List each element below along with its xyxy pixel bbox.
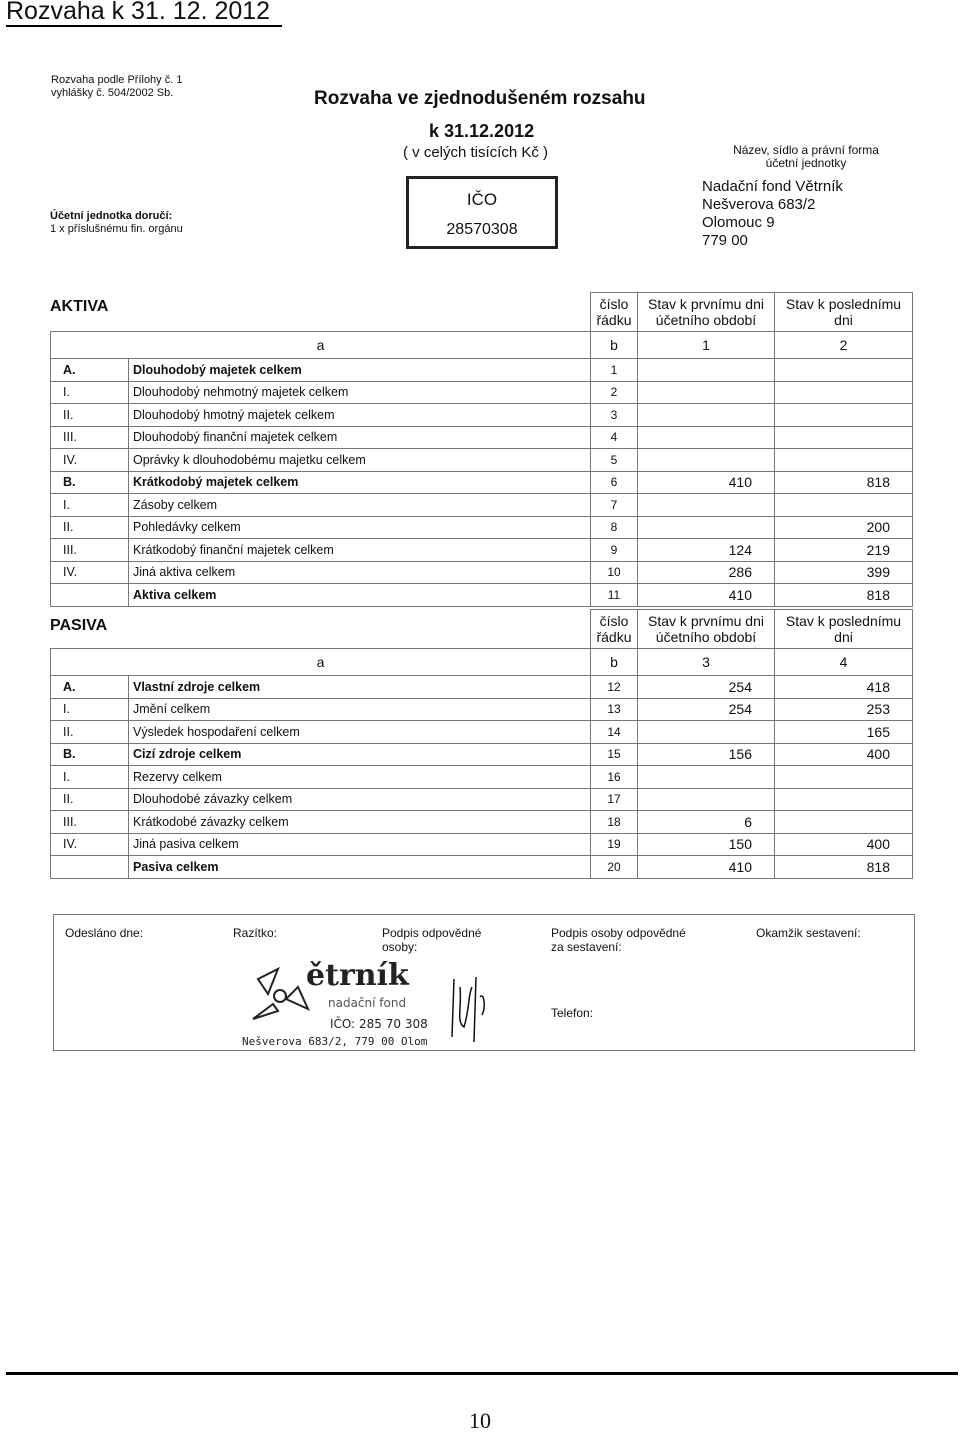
- pasiva-col-last: Stav k poslednímu dni: [775, 610, 913, 649]
- pasiva-col-first: Stav k prvnímu dni účetního období: [638, 610, 775, 649]
- aktiva-heading: AKTIVA: [50, 298, 109, 315]
- row-code: [51, 856, 129, 879]
- moment-label: Okamžik sestavení:: [756, 926, 861, 940]
- pasiva-row: [51, 811, 913, 834]
- row-number: 17: [591, 788, 638, 811]
- ico-box: [406, 176, 558, 249]
- aktiva-row: [51, 471, 913, 494]
- aktiva-row: [51, 539, 913, 562]
- svg-text:Nešverova 683/2, 779 00 Olomou: Nešverova 683/2, 779 00 Olomouc: [242, 1035, 428, 1047]
- entity-caption-line-2: účetní jednotky: [765, 156, 847, 170]
- row-label: Aktiva celkem: [129, 584, 591, 607]
- value-first-day: 6: [638, 811, 775, 834]
- aktiva-row: [51, 584, 913, 607]
- row-number: 14: [591, 721, 638, 744]
- row-label: Oprávky k dlouhodobému majetku celkem: [129, 449, 591, 472]
- row-code: A.: [51, 359, 129, 382]
- row-number: 18: [591, 811, 638, 834]
- row-number: 4: [591, 426, 638, 449]
- delivery-label: Účetní jednotka doručí:: [50, 210, 173, 222]
- units-note: ( v celých tisících Kč ): [403, 144, 549, 161]
- row-number: 10: [591, 561, 638, 584]
- value-first-day: 410: [638, 471, 775, 494]
- row-label: Jiná pasiva celkem: [129, 833, 591, 856]
- value-first-day: 150: [638, 833, 775, 856]
- row-label: Výsledek hospodaření celkem: [129, 721, 591, 744]
- row-label: Dlouhodobý majetek celkem: [129, 359, 591, 382]
- value-last-day: [775, 404, 913, 427]
- row-code: I.: [51, 766, 129, 789]
- value-last-day: 253: [775, 698, 913, 721]
- row-code: III.: [51, 811, 129, 834]
- pasiva-rows: [51, 676, 913, 879]
- title-underline: [6, 25, 282, 27]
- entity-name: Nadační fond Větrník: [702, 178, 843, 195]
- row-code: [51, 584, 129, 607]
- row-label: Dlouhodobý hmotný majetek celkem: [129, 404, 591, 427]
- delivery-value: 1 x příslušnému fin. orgánu: [50, 223, 183, 235]
- value-first-day: 156: [638, 743, 775, 766]
- svg-text:nadační fond: nadační fond: [328, 996, 407, 1010]
- aktiva-header-row: [51, 293, 913, 332]
- aktiva-row: [51, 359, 913, 382]
- value-first-day: [638, 381, 775, 404]
- pasiva-row: [51, 743, 913, 766]
- aktiva-row: [51, 404, 913, 427]
- row-code: II.: [51, 721, 129, 744]
- row-code: IV.: [51, 833, 129, 856]
- value-last-day: 400: [775, 833, 913, 856]
- document-title: Rozvaha ve zjednodušeném rozsahu: [314, 88, 646, 109]
- aktiva-col-num-2: 2: [775, 332, 913, 359]
- svg-text:IČO: 285 70 308: IČO: 285 70 308: [330, 1017, 428, 1031]
- row-label: Dlouhodobý finanční majetek celkem: [129, 426, 591, 449]
- pasiva-col-num-3: 3: [638, 649, 775, 676]
- value-last-day: 818: [775, 856, 913, 879]
- pasiva-table: [50, 609, 913, 879]
- entity-caption-line-1: Název, sídlo a právní forma: [733, 143, 879, 157]
- row-label: Zásoby celkem: [129, 494, 591, 517]
- aktiva-rows: [51, 359, 913, 607]
- responsible-signature-label: Podpis odpovědné osoby:: [382, 926, 482, 954]
- value-first-day: [638, 426, 775, 449]
- row-number: 3: [591, 404, 638, 427]
- row-number: 16: [591, 766, 638, 789]
- row-code: II.: [51, 404, 129, 427]
- value-first-day: 254: [638, 698, 775, 721]
- row-code: I.: [51, 494, 129, 517]
- row-code: B.: [51, 471, 129, 494]
- pasiva-col-row-no: číslo řádku: [591, 610, 638, 649]
- value-first-day: 254: [638, 676, 775, 699]
- entity-city: Olomouc 9: [702, 214, 775, 231]
- row-label: Krátkodobé závazky celkem: [129, 811, 591, 834]
- aktiva-letter-a: a: [51, 332, 591, 359]
- aktiva-row: [51, 381, 913, 404]
- row-number: 11: [591, 584, 638, 607]
- phone-label: Telefon:: [551, 1006, 594, 1020]
- aktiva-row: [51, 516, 913, 539]
- value-first-day: [638, 359, 775, 382]
- value-first-day: [638, 404, 775, 427]
- entity-block: [702, 178, 843, 250]
- value-first-day: 124: [638, 539, 775, 562]
- row-label: Pasiva celkem: [129, 856, 591, 879]
- value-last-day: [775, 494, 913, 517]
- row-number: 15: [591, 743, 638, 766]
- row-code: I.: [51, 698, 129, 721]
- aktiva-letters-row: [51, 332, 913, 359]
- row-label: Pohledávky celkem: [129, 516, 591, 539]
- pasiva-row: [51, 698, 913, 721]
- value-first-day: [638, 788, 775, 811]
- compiler-label-line-2: za sestavení:: [551, 940, 622, 954]
- page-number: 10: [469, 1408, 491, 1433]
- value-last-day: [775, 359, 913, 382]
- aktiva-table: [50, 292, 913, 607]
- scanned-document: [6, 30, 958, 1372]
- page-title: Rozvaha k 31. 12. 2012: [6, 0, 271, 25]
- value-last-day: 818: [775, 584, 913, 607]
- handwritten-signature: [446, 967, 516, 1049]
- aktiva-row: [51, 449, 913, 472]
- value-first-day: 410: [638, 584, 775, 607]
- value-last-day: 219: [775, 539, 913, 562]
- ico-label: IČO: [466, 190, 498, 209]
- aktiva-row: [51, 561, 913, 584]
- value-first-day: [638, 721, 775, 744]
- value-first-day: 410: [638, 856, 775, 879]
- regulation-line-2: vyhlášky č. 504/2002 Sb.: [51, 87, 174, 99]
- value-first-day: [638, 494, 775, 517]
- organization-stamp: [238, 949, 428, 1047]
- value-last-day: 818: [775, 471, 913, 494]
- value-first-day: 286: [638, 561, 775, 584]
- delivery-note: [50, 210, 183, 236]
- pasiva-letter-a: a: [51, 649, 591, 676]
- row-number: 1: [591, 359, 638, 382]
- stamp-label: Razítko:: [233, 926, 278, 940]
- aktiva-col-num-1: 1: [638, 332, 775, 359]
- row-label: Rezervy celkem: [129, 766, 591, 789]
- row-code: B.: [51, 743, 129, 766]
- value-last-day: [775, 381, 913, 404]
- aktiva-letter-b: b: [591, 332, 638, 359]
- row-code: II.: [51, 516, 129, 539]
- pasiva-header-row: [51, 610, 913, 649]
- row-number: 8: [591, 516, 638, 539]
- value-last-day: [775, 766, 913, 789]
- entity-street: Nešverova 683/2: [702, 196, 816, 213]
- bottom-rule: [6, 1372, 958, 1375]
- row-label: Krátkodobý majetek celkem: [129, 471, 591, 494]
- row-code: III.: [51, 426, 129, 449]
- pasiva-row: [51, 788, 913, 811]
- balance-date: k 31.12.2012: [429, 121, 535, 141]
- compiler-label-line-1: Podpis osoby odpovědné: [551, 926, 686, 940]
- pasiva-row: [51, 856, 913, 879]
- row-label: Dlouhodobé závazky celkem: [129, 788, 591, 811]
- row-number: 13: [591, 698, 638, 721]
- aktiva-col-row-no: číslo řádku: [591, 293, 638, 332]
- pasiva-letter-b: b: [591, 649, 638, 676]
- row-number: 5: [591, 449, 638, 472]
- row-number: 6: [591, 471, 638, 494]
- svg-text:ětrník: ětrník: [306, 958, 409, 993]
- pasiva-row: [51, 766, 913, 789]
- entity-zip: 779 00: [702, 232, 748, 249]
- signature-box: [53, 914, 915, 1051]
- row-number: 9: [591, 539, 638, 562]
- value-last-day: 165: [775, 721, 913, 744]
- aktiva-col-first: Stav k prvnímu dni účetního období: [638, 293, 775, 332]
- sent-label: Odesláno dne:: [65, 926, 144, 940]
- row-number: 12: [591, 676, 638, 699]
- value-first-day: [638, 449, 775, 472]
- row-code: A.: [51, 676, 129, 699]
- row-number: 2: [591, 381, 638, 404]
- row-label: Jiná aktiva celkem: [129, 561, 591, 584]
- row-code: II.: [51, 788, 129, 811]
- value-last-day: 418: [775, 676, 913, 699]
- aktiva-row: [51, 494, 913, 517]
- value-last-day: [775, 788, 913, 811]
- pasiva-col-num-4: 4: [775, 649, 913, 676]
- row-number: 7: [591, 494, 638, 517]
- row-number: 19: [591, 833, 638, 856]
- row-label: Vlastní zdroje celkem: [129, 676, 591, 699]
- row-code: III.: [51, 539, 129, 562]
- row-code: I.: [51, 381, 129, 404]
- value-last-day: 200: [775, 516, 913, 539]
- aktiva-row: [51, 426, 913, 449]
- pasiva-row: [51, 833, 913, 856]
- row-label: Krátkodobý finanční majetek celkem: [129, 539, 591, 562]
- row-label: Jmění celkem: [129, 698, 591, 721]
- pasiva-heading: PASIVA: [50, 617, 108, 634]
- row-code: IV.: [51, 449, 129, 472]
- entity-caption: [726, 144, 886, 170]
- row-label: Dlouhodobý nehmotný majetek celkem: [129, 381, 591, 404]
- value-last-day: [775, 426, 913, 449]
- row-label: Cizí zdroje celkem: [129, 743, 591, 766]
- value-first-day: [638, 766, 775, 789]
- value-last-day: [775, 811, 913, 834]
- value-last-day: 399: [775, 561, 913, 584]
- windmill-logo-icon: [238, 949, 428, 1047]
- pasiva-row: [51, 676, 913, 699]
- regulation-line-1: Rozvaha podle Přílohy č. 1: [51, 74, 183, 86]
- aktiva-col-last: Stav k poslednímu dni: [775, 293, 913, 332]
- pasiva-letters-row: [51, 649, 913, 676]
- row-code: IV.: [51, 561, 129, 584]
- value-first-day: [638, 516, 775, 539]
- value-last-day: [775, 449, 913, 472]
- regulation-note: [51, 74, 182, 100]
- compiler-signature-label: [551, 926, 686, 954]
- pasiva-row: [51, 721, 913, 744]
- ico-value: 28570308: [446, 221, 518, 238]
- row-number: 20: [591, 856, 638, 879]
- value-last-day: 400: [775, 743, 913, 766]
